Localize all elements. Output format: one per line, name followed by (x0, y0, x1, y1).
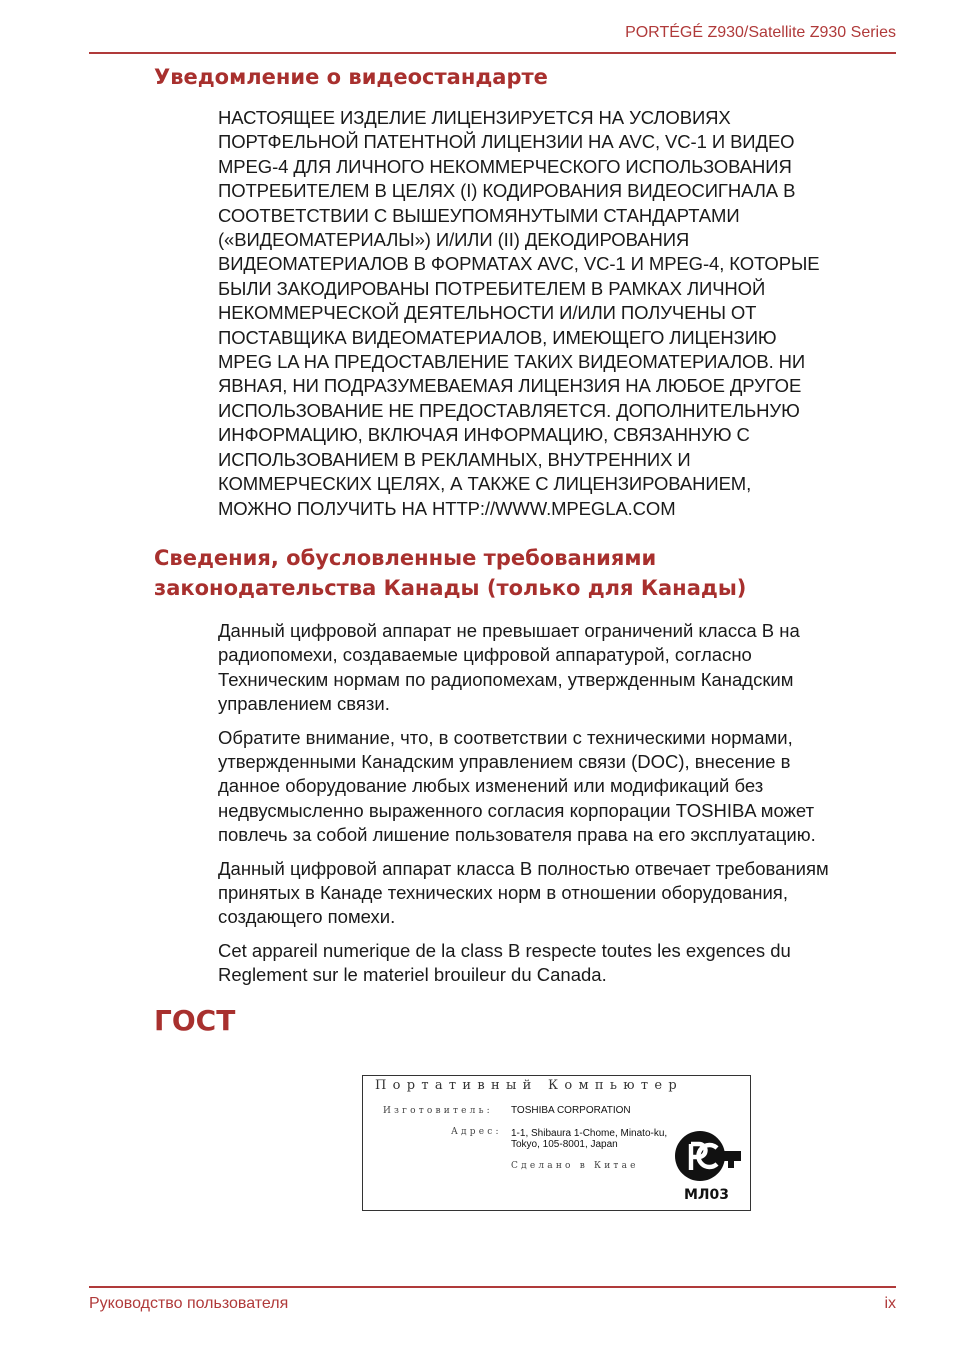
address-line-2: Tokyo, 105-8001, Japan (511, 1139, 618, 1150)
header-rule (89, 52, 896, 54)
canada-text (218, 619, 898, 997)
address-key: Адрес: (451, 1127, 502, 1137)
text-line: ИНФОРМАЦИЮ, ВКЛЮЧАЯ ИНФОРМАЦИЮ, СВЯЗАННУЮ С (218, 424, 750, 446)
text-line: Cet appareil numerique de la class B respecte toutes les exgences du (218, 939, 791, 961)
text-line: Техническим нормам по радиопомехам, утвержденным Канадским (218, 668, 794, 690)
manufacturer-value: TOSHIBA CORPORATION (511, 1105, 631, 1116)
certification-code: МЛ03 (684, 1187, 730, 1203)
manufacturer-key: Изготовитель: (383, 1106, 493, 1116)
address-line-1: 1-1, Shibaura 1-Chome, Minato-ku, (511, 1128, 668, 1139)
footer-page-number: ix (884, 1295, 896, 1312)
text-line: управлением связи. (218, 693, 390, 715)
canada-paragraph-1 (218, 619, 898, 717)
text-line: («ВИДЕОМАТЕРИАЛЫ») И/ИЛИ (II) ДЕКОДИРОВАНИЯ (218, 229, 690, 251)
text-line: повлечь за собой лишение пользователя права на его эксплуатацию. (218, 824, 816, 846)
text-line: недвусмысленно выраженного согласия корпорации TOSHIBA может (218, 799, 815, 821)
text-line: ПОРТФЕЛЬНОЙ ПАТЕНТНОЙ ЛИЦЕНЗИИ НА AVC, VC-1 И ВИДЕО (218, 131, 795, 153)
canada-paragraph-2 (218, 726, 898, 848)
text-line: Данный цифровой аппарат класса В полностью отвечает требованиям (218, 857, 829, 879)
canada-heading-line-2: законодательства Канады (только для Канады) (154, 576, 747, 600)
made-in: Сделано в Китае (511, 1161, 639, 1171)
text-line: MPEG-4 ДЛЯ ЛИЧНОГО НЕКОММЕРЧЕСКОГО ИСПОЛЬЗОВАНИЯ (218, 155, 792, 177)
canada-heading-line-1: Сведения, обусловленные требованиями (154, 546, 657, 570)
text-line: НАСТОЯЩЕЕ ИЗДЕЛИЕ ЛИЦЕНЗИРУЕТСЯ НА УСЛОВИЯХ (218, 107, 731, 128)
text-line: ПОТРЕБИТЕЛЕМ В ЦЕЛЯХ (I) КОДИРОВАНИЯ ВИДЕОСИГНАЛА В (218, 180, 796, 202)
text-line: MPEG LA НА ПРЕДОСТАВЛЕНИЕ ТАКИХ ВИДЕОМАТЕРИАЛОВ. НИ (218, 351, 806, 373)
text-line: ИСПОЛЬЗОВАНИЕ НЕ ПРЕДОСТАВЛЯЕТСЯ. ДОПОЛНИТЕЛЬНУЮ (218, 399, 800, 421)
footer-rule (89, 1286, 896, 1288)
text-line: ВИДЕОМАТЕРИАЛОВ В ФОРМАТАХ AVC, VC-1 И MPEG-4, КОТОРЫЕ (218, 253, 820, 275)
gost-product-label (362, 1075, 751, 1211)
canada-heading (154, 543, 746, 603)
text-line: ПОСТАВЩИКА ВИДЕОМАТЕРИАЛОВ, ИМЕЮЩЕГО ЛИЦЕНЗИЮ (218, 326, 777, 348)
text-line: Данный цифровой аппарат не превышает ограничений класса В на (218, 620, 800, 641)
gost-heading: ГОСТ (154, 1004, 236, 1037)
video-standard-text (218, 106, 898, 521)
text-line: БЫЛИ ЗАКОДИРОВАНЫ ПОТРЕБИТЕЛЕМ В РАМКАХ ЛИЧНОЙ (218, 277, 766, 299)
text-line: КОММЕРЧЕСКИХ ЦЕЛЯХ, А ТАКЖЕ С ЛИЦЕНЗИРОВАНИЕМ, (218, 473, 752, 495)
footer-manual-title: Руководство пользователя (89, 1295, 289, 1312)
text-line: МОЖНО ПОЛУЧИТЬ НА HTTP://WWW.MPEGLA.COM (218, 497, 676, 519)
pct-certification-mark-icon (673, 1128, 743, 1184)
text-line: Обратите внимание, что, в соответствии с техническими нормами, (218, 726, 793, 748)
text-line: принятых в Канаде технических норм в отношении оборудования, (218, 882, 788, 904)
text-line: Reglement sur le materiel brouileur du Canada. (218, 964, 607, 986)
label-title: Портативный Компьютер (375, 1078, 683, 1093)
text-line: НЕКОММЕРЧЕСКОЙ ДЕЯТЕЛЬНОСТИ И/ИЛИ ПОЛУЧЕНЫ ОТ (218, 302, 757, 324)
text-line: ЯВНАЯ, НИ ПОДРАЗУМЕВАЕМАЯ ЛИЦЕНЗИЯ НА ЛЮБОЕ ДРУГОЕ (218, 375, 802, 397)
canada-paragraph-3 (218, 857, 898, 930)
text-line: СООТВЕТСТВИИ С ВЫШЕУПОМЯНУТЫМИ СТАНДАРТАМИ (218, 204, 740, 226)
video-standard-heading: Уведомление о видеостандарте (154, 65, 548, 89)
text-line: ИСПОЛЬЗОВАНИЕМ В РЕКЛАМНЫХ, ВНУТРЕННИХ И (218, 448, 691, 470)
canada-paragraph-4 (218, 939, 898, 988)
text-line: радиопомехи, создаваемые цифровой аппаратурой, согласно (218, 644, 752, 666)
text-line: создающего помехи. (218, 906, 396, 928)
text-line: утвержденными Канадским управлением связи (DOC), внесение в (218, 751, 791, 773)
text-line: данное оборудование любых изменений или модификаций без (218, 775, 764, 797)
header-title: PORTÉGÉ Z930/Satellite Z930 Series (625, 24, 896, 41)
